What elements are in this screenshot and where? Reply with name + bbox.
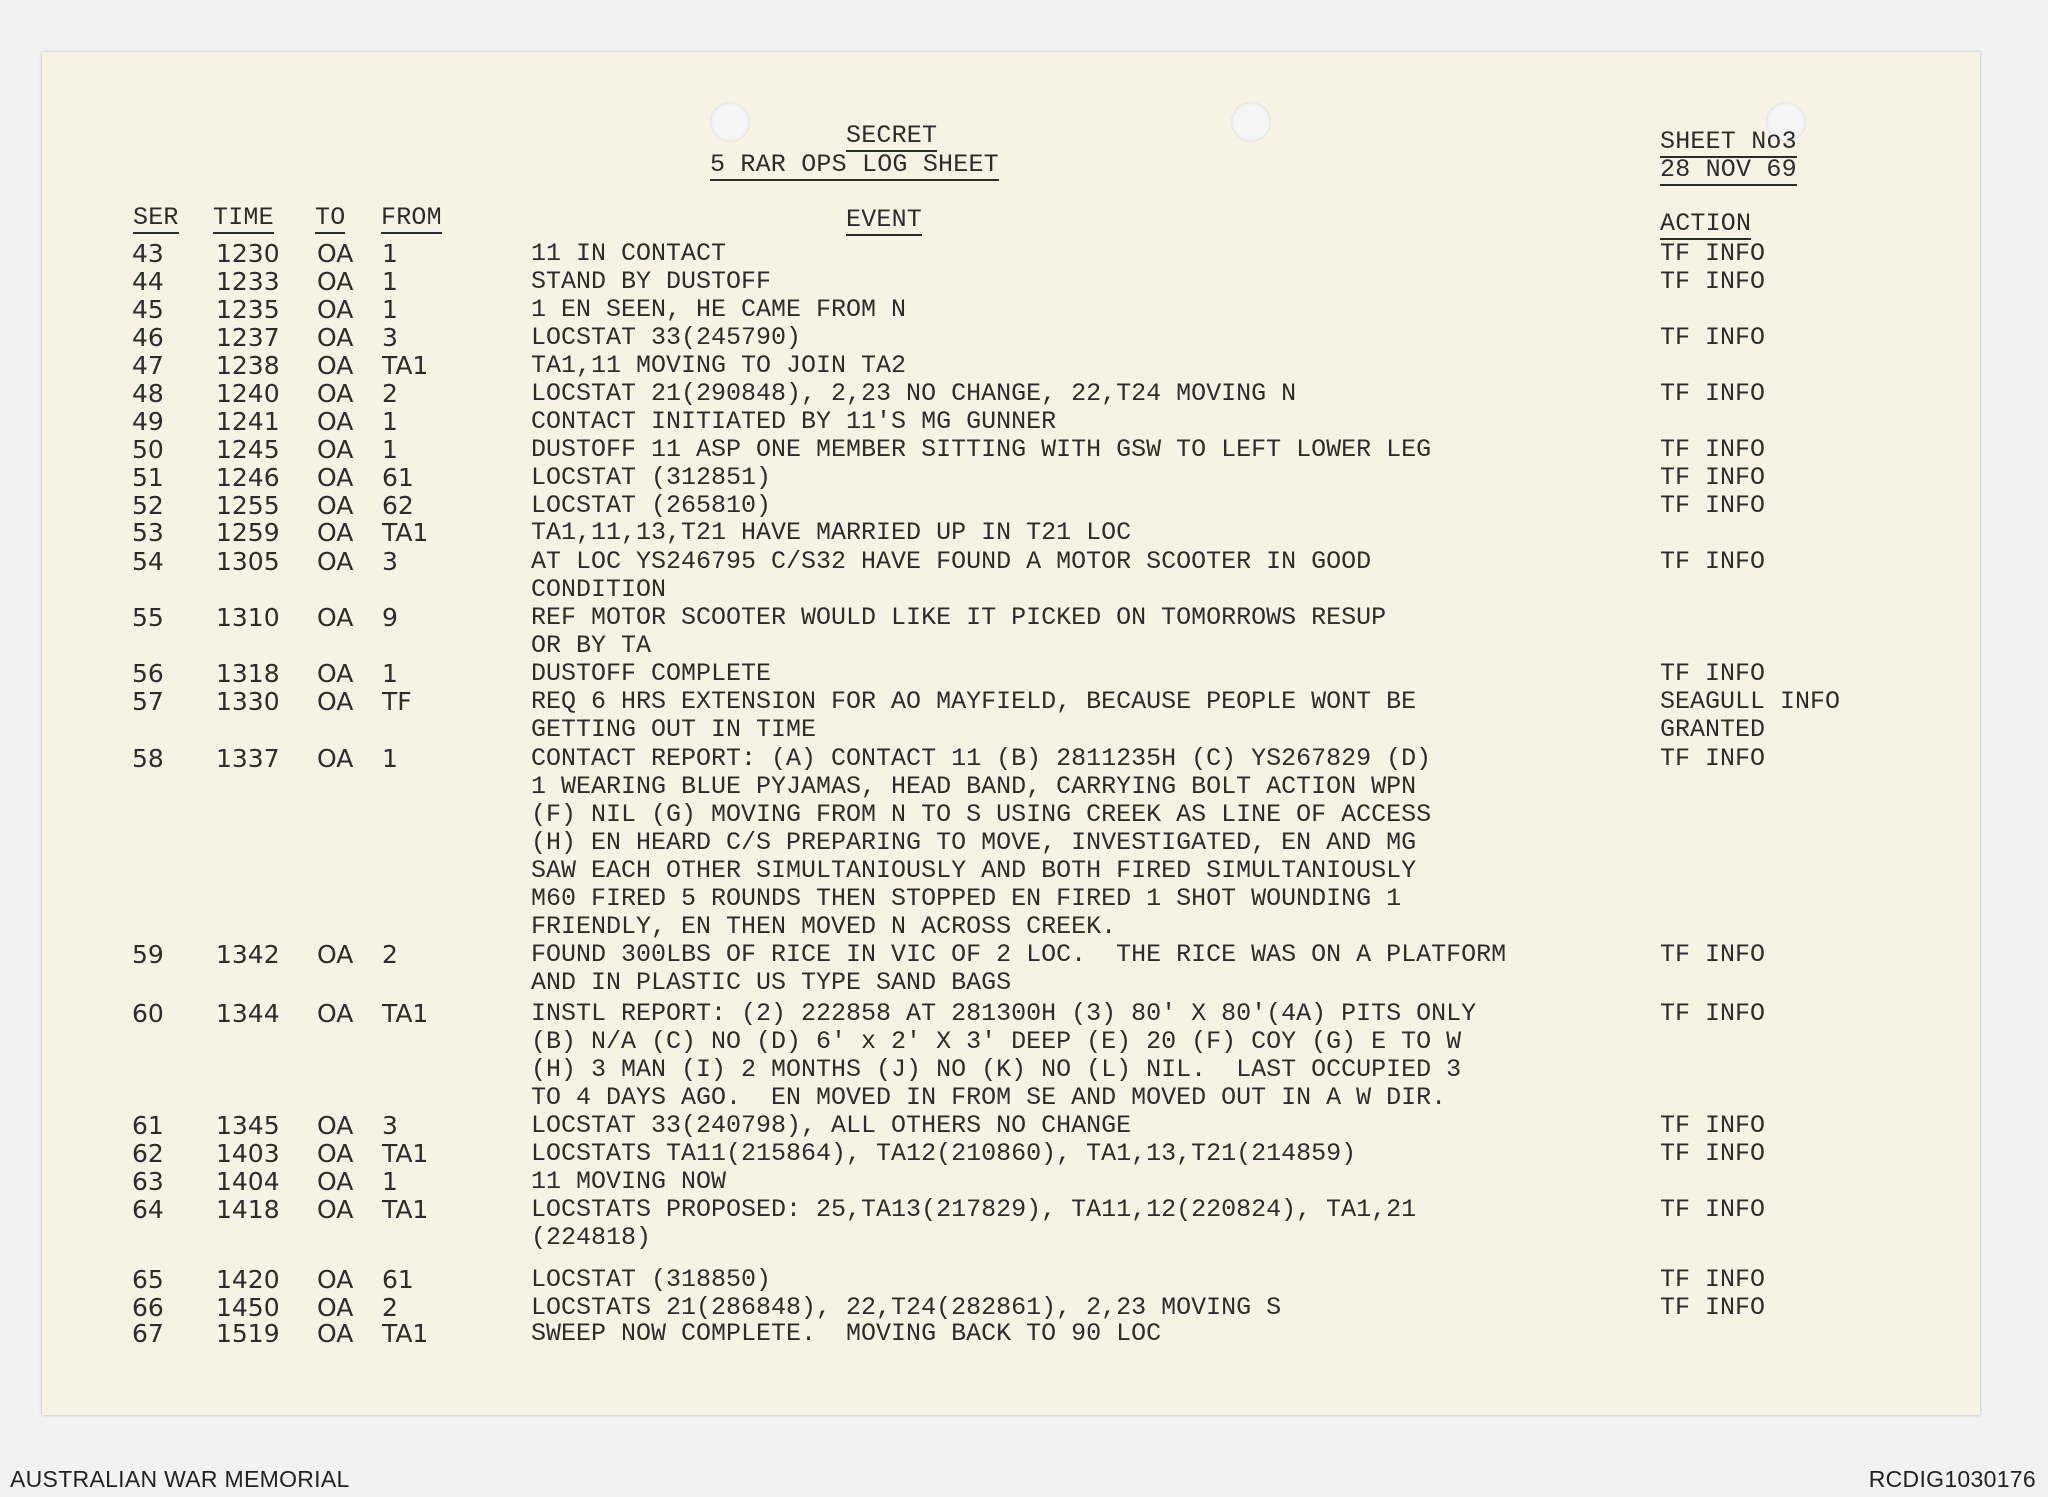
entry-ser: 49 bbox=[132, 407, 164, 436]
entry-to: OA bbox=[317, 744, 354, 773]
entry-event-line: M60 FIRED 5 ROUNDS THEN STOPPED EN FIRED 1 SHOT WOUNDING 1 bbox=[531, 884, 1402, 913]
entry-to: OA bbox=[317, 999, 354, 1028]
entry-action: TF INFO bbox=[1660, 491, 1766, 520]
entry-action: TF INFO bbox=[1660, 267, 1766, 296]
entry-event-line: TA1,11 MOVING TO JOIN TA2 bbox=[531, 351, 907, 380]
entry-time: 1240 bbox=[216, 379, 280, 408]
entry-to: OA bbox=[317, 603, 354, 632]
punch-hole bbox=[710, 102, 750, 142]
entry-ser: 56 bbox=[132, 659, 164, 688]
entry-ser: 62 bbox=[132, 1139, 164, 1168]
entry-event-line: FOUND 300LBS OF RICE IN VIC OF 2 LOC. THE RICE WAS ON A PLATFORM bbox=[531, 940, 1507, 969]
entry-time: 1330 bbox=[216, 687, 280, 716]
entry-ser: 54 bbox=[132, 547, 164, 576]
entry-event-line: TO 4 DAYS AGO. EN MOVED IN FROM SE AND MOVED OUT IN A W DIR. bbox=[531, 1083, 1447, 1112]
entry-to: OA bbox=[317, 1139, 354, 1168]
entry-action: TF INFO bbox=[1660, 744, 1766, 773]
entry-event-line: REF MOTOR SCOOTER WOULD LIKE IT PICKED ON TOMORROWS RESUP bbox=[531, 603, 1387, 632]
entry-action: TF INFO bbox=[1660, 239, 1766, 268]
entry-to: OA bbox=[317, 491, 354, 520]
entry-action: TF INFO bbox=[1660, 1111, 1766, 1140]
entry-event-line: 1 EN SEEN, HE CAME FROM N bbox=[531, 295, 907, 324]
entry-from: 61 bbox=[382, 1265, 414, 1294]
entry-time: 1519 bbox=[216, 1319, 280, 1348]
entry-time: 1345 bbox=[216, 1111, 280, 1140]
entry-from: 2 bbox=[382, 1293, 398, 1322]
entry-ser: 53 bbox=[132, 518, 164, 547]
entry-to: OA bbox=[317, 267, 354, 296]
entry-time: 1403 bbox=[216, 1139, 280, 1168]
entry-event-line: (H) EN HEARD C/S PREPARING TO MOVE, INVESTIGATED, EN AND MG bbox=[531, 828, 1417, 857]
entry-event-line: LOCSTATS 21(286848), 22,T24(282861), 2,23 MOVING S bbox=[531, 1293, 1282, 1322]
entry-time: 1238 bbox=[216, 351, 280, 380]
entry-time: 1235 bbox=[216, 295, 280, 324]
entry-from: TA1 bbox=[382, 1139, 429, 1168]
entry-ser: 44 bbox=[132, 267, 164, 296]
sheet-number: SHEET No3 bbox=[1660, 127, 1797, 156]
entry-to: OA bbox=[317, 1265, 354, 1294]
entry-to: OA bbox=[317, 659, 354, 688]
entry-action: TF INFO bbox=[1660, 435, 1766, 464]
entry-time: 1318 bbox=[216, 659, 280, 688]
entry-event-line: SWEEP NOW COMPLETE. MOVING BACK TO 90 LOC bbox=[531, 1319, 1162, 1348]
entry-time: 1418 bbox=[216, 1195, 280, 1224]
entry-from: 3 bbox=[382, 1111, 398, 1140]
entry-time: 1233 bbox=[216, 267, 280, 296]
entry-ser: 59 bbox=[132, 940, 164, 969]
entry-time: 1230 bbox=[216, 239, 280, 268]
entry-ser: 66 bbox=[132, 1293, 164, 1322]
entry-event-line: (224818) bbox=[531, 1223, 652, 1252]
entry-from: 9 bbox=[382, 603, 398, 632]
col-header-to: TO bbox=[315, 203, 346, 232]
entry-to: OA bbox=[317, 547, 354, 576]
entry-to: OA bbox=[317, 351, 354, 380]
entry-from: 2 bbox=[382, 940, 398, 969]
entry-event-line: LOCSTAT (312851) bbox=[531, 463, 772, 492]
entry-from: TA1 bbox=[382, 1195, 429, 1224]
col-header-event: EVENT bbox=[846, 205, 923, 234]
entry-event-line: LOCSTAT (318850) bbox=[531, 1265, 772, 1294]
entry-event-line: LOCSTAT 33(245790) bbox=[531, 323, 802, 352]
entry-to: OA bbox=[317, 1195, 354, 1224]
entry-action: TF INFO bbox=[1660, 659, 1766, 688]
entry-event-line: LOCSTATS PROPOSED: 25,TA13(217829), TA11,12(220824), TA1,21 bbox=[531, 1195, 1417, 1224]
entry-ser: 55 bbox=[132, 603, 164, 632]
entry-to: OA bbox=[317, 407, 354, 436]
entry-ser: 57 bbox=[132, 687, 164, 716]
entry-from: 3 bbox=[382, 323, 398, 352]
entry-time: 1255 bbox=[216, 491, 280, 520]
entry-event-line: REQ 6 HRS EXTENSION FOR AO MAYFIELD, BECAUSE PEOPLE WONT BE bbox=[531, 687, 1417, 716]
entry-ser: 63 bbox=[132, 1167, 164, 1196]
entry-to: OA bbox=[317, 518, 354, 547]
entry-to: OA bbox=[317, 379, 354, 408]
entry-event-line: LOCSTAT 21(290848), 2,23 NO CHANGE, 22,T24 MOVING N bbox=[531, 379, 1297, 408]
entry-from: TF bbox=[382, 687, 412, 716]
entry-action: TF INFO bbox=[1660, 940, 1766, 969]
col-header-from: FROM bbox=[381, 203, 442, 232]
footer-source: AUSTRALIAN WAR MEMORIAL bbox=[10, 1466, 350, 1492]
entry-from: 3 bbox=[382, 547, 398, 576]
sheet-date: 28 NOV 69 bbox=[1660, 155, 1797, 184]
entry-action: TF INFO bbox=[1660, 1265, 1766, 1294]
entry-action: TF INFO bbox=[1660, 463, 1766, 492]
entry-event-line: DUSTOFF COMPLETE bbox=[531, 659, 772, 688]
entry-event-line: OR BY TA bbox=[531, 631, 652, 660]
entry-action: TF INFO bbox=[1660, 1195, 1766, 1224]
entry-event-line: GETTING OUT IN TIME bbox=[531, 715, 817, 744]
entry-to: OA bbox=[317, 1167, 354, 1196]
entry-action: TF INFO bbox=[1660, 323, 1766, 352]
entry-event-line: LOCSTAT 33(240798), ALL OTHERS NO CHANGE bbox=[531, 1111, 1132, 1140]
entry-action: TF INFO bbox=[1660, 1139, 1766, 1168]
entry-event-line: FRIENDLY, EN THEN MOVED N ACROSS CREEK. bbox=[531, 912, 1117, 941]
entry-time: 1342 bbox=[216, 940, 280, 969]
entry-ser: 47 bbox=[132, 351, 164, 380]
entry-from: 1 bbox=[382, 295, 398, 324]
entry-event-line: CONTACT REPORT: (A) CONTACT 11 (B) 2811235H (C) YS267829 (D) bbox=[531, 744, 1432, 773]
entry-event-line: 11 MOVING NOW bbox=[531, 1167, 727, 1196]
entry-event-line: STAND BY DUSTOFF bbox=[531, 267, 772, 296]
entry-ser: 61 bbox=[132, 1111, 164, 1140]
entry-time: 1241 bbox=[216, 407, 280, 436]
entry-from: 1 bbox=[382, 239, 398, 268]
entry-from: 1 bbox=[382, 659, 398, 688]
entry-ser: 45 bbox=[132, 295, 164, 324]
entry-from: 1 bbox=[382, 407, 398, 436]
entry-action: TF INFO bbox=[1660, 999, 1766, 1028]
entry-ser: 43 bbox=[132, 239, 164, 268]
entry-to: OA bbox=[317, 295, 354, 324]
entry-time: 1420 bbox=[216, 1265, 280, 1294]
entry-to: OA bbox=[317, 323, 354, 352]
entry-event-line: AT LOC YS246795 C/S32 HAVE FOUND A MOTOR SCOOTER IN GOOD bbox=[531, 547, 1372, 576]
entry-from: 1 bbox=[382, 744, 398, 773]
entry-ser: 51 bbox=[132, 463, 164, 492]
entry-time: 1337 bbox=[216, 744, 280, 773]
entry-from: 62 bbox=[382, 491, 414, 520]
entry-ser: 60 bbox=[132, 999, 164, 1028]
col-header-action: ACTION bbox=[1660, 209, 1752, 238]
entry-action: SEAGULL INFO bbox=[1660, 687, 1841, 716]
entry-to: OA bbox=[317, 239, 354, 268]
punch-hole bbox=[1231, 102, 1271, 142]
entry-action: TF INFO bbox=[1660, 1293, 1766, 1322]
entry-event-line: SAW EACH OTHER SIMULTANIOUSLY AND BOTH FIRED SIMULTANIOUSLY bbox=[531, 856, 1417, 885]
entry-time: 1404 bbox=[216, 1167, 280, 1196]
entry-time: 1245 bbox=[216, 435, 280, 464]
entry-from: TA1 bbox=[382, 1319, 429, 1348]
entry-ser: 64 bbox=[132, 1195, 164, 1224]
entry-to: OA bbox=[317, 1319, 354, 1348]
entry-to: OA bbox=[317, 1111, 354, 1140]
entry-time: 1344 bbox=[216, 999, 280, 1028]
entry-from: 61 bbox=[382, 463, 414, 492]
entry-action: GRANTED bbox=[1660, 715, 1766, 744]
entry-ser: 48 bbox=[132, 379, 164, 408]
entry-ser: 52 bbox=[132, 491, 164, 520]
entry-from: 1 bbox=[382, 267, 398, 296]
entry-ser: 46 bbox=[132, 323, 164, 352]
entry-time: 1450 bbox=[216, 1293, 280, 1322]
entry-event-line: 1 WEARING BLUE PYJAMAS, HEAD BAND, CARRYING BOLT ACTION WPN bbox=[531, 772, 1417, 801]
entry-from: TA1 bbox=[382, 351, 429, 380]
entry-event-line: AND IN PLASTIC US TYPE SAND BAGS bbox=[531, 968, 1012, 997]
entry-event-line: DUSTOFF 11 ASP ONE MEMBER SITTING WITH GSW TO LEFT LOWER LEG bbox=[531, 435, 1432, 464]
entry-action: TF INFO bbox=[1660, 547, 1766, 576]
col-header-time: TIME bbox=[213, 203, 274, 232]
col-header-ser: SER bbox=[133, 203, 179, 232]
entry-time: 1305 bbox=[216, 547, 280, 576]
entry-event-line: 11 IN CONTACT bbox=[531, 239, 727, 268]
entry-event-line: TA1,11,13,T21 HAVE MARRIED UP IN T21 LOC bbox=[531, 518, 1132, 547]
entry-action: TF INFO bbox=[1660, 379, 1766, 408]
classification-label: SECRET bbox=[846, 121, 938, 150]
entry-ser: 67 bbox=[132, 1319, 164, 1348]
entry-from: TA1 bbox=[382, 518, 429, 547]
entry-event-line: CONTACT INITIATED BY 11'S MG GUNNER bbox=[531, 407, 1057, 436]
entry-time: 1237 bbox=[216, 323, 280, 352]
entry-event-line: INSTL REPORT: (2) 222858 AT 281300H (3) 80' X 80'(4A) PITS ONLY bbox=[531, 999, 1477, 1028]
entry-event-line: LOCSTATS TA11(215864), TA12(210860), TA1,13,T21(214859) bbox=[531, 1139, 1357, 1168]
entry-event-line: (H) 3 MAN (I) 2 MONTHS (J) NO (K) NO (L) NIL. LAST OCCUPIED 3 bbox=[531, 1055, 1462, 1084]
footer-id: RCDIG1030176 bbox=[1868, 1466, 2036, 1492]
entry-to: OA bbox=[317, 1293, 354, 1322]
entry-to: OA bbox=[317, 435, 354, 464]
entry-event-line: LOCSTAT (265810) bbox=[531, 491, 772, 520]
entry-from: 1 bbox=[382, 435, 398, 464]
entry-ser: 58 bbox=[132, 744, 164, 773]
entry-to: OA bbox=[317, 940, 354, 969]
entry-event-line: CONDITION bbox=[531, 575, 667, 604]
entry-time: 1246 bbox=[216, 463, 280, 492]
entry-time: 1310 bbox=[216, 603, 280, 632]
page-title: 5 RAR OPS LOG SHEET bbox=[710, 150, 999, 179]
entry-to: OA bbox=[317, 687, 354, 716]
entry-event-line: (F) NIL (G) MOVING FROM N TO S USING CREEK AS LINE OF ACCESS bbox=[531, 800, 1432, 829]
entry-from: TA1 bbox=[382, 999, 429, 1028]
entry-ser: 65 bbox=[132, 1265, 164, 1294]
entry-from: 1 bbox=[382, 1167, 398, 1196]
entry-to: OA bbox=[317, 463, 354, 492]
entry-event-line: (B) N/A (C) NO (D) 6' x 2' X 3' DEEP (E) 20 (F) COY (G) E TO W bbox=[531, 1027, 1462, 1056]
entry-ser: 50 bbox=[132, 435, 164, 464]
entry-from: 2 bbox=[382, 379, 398, 408]
entry-time: 1259 bbox=[216, 518, 280, 547]
